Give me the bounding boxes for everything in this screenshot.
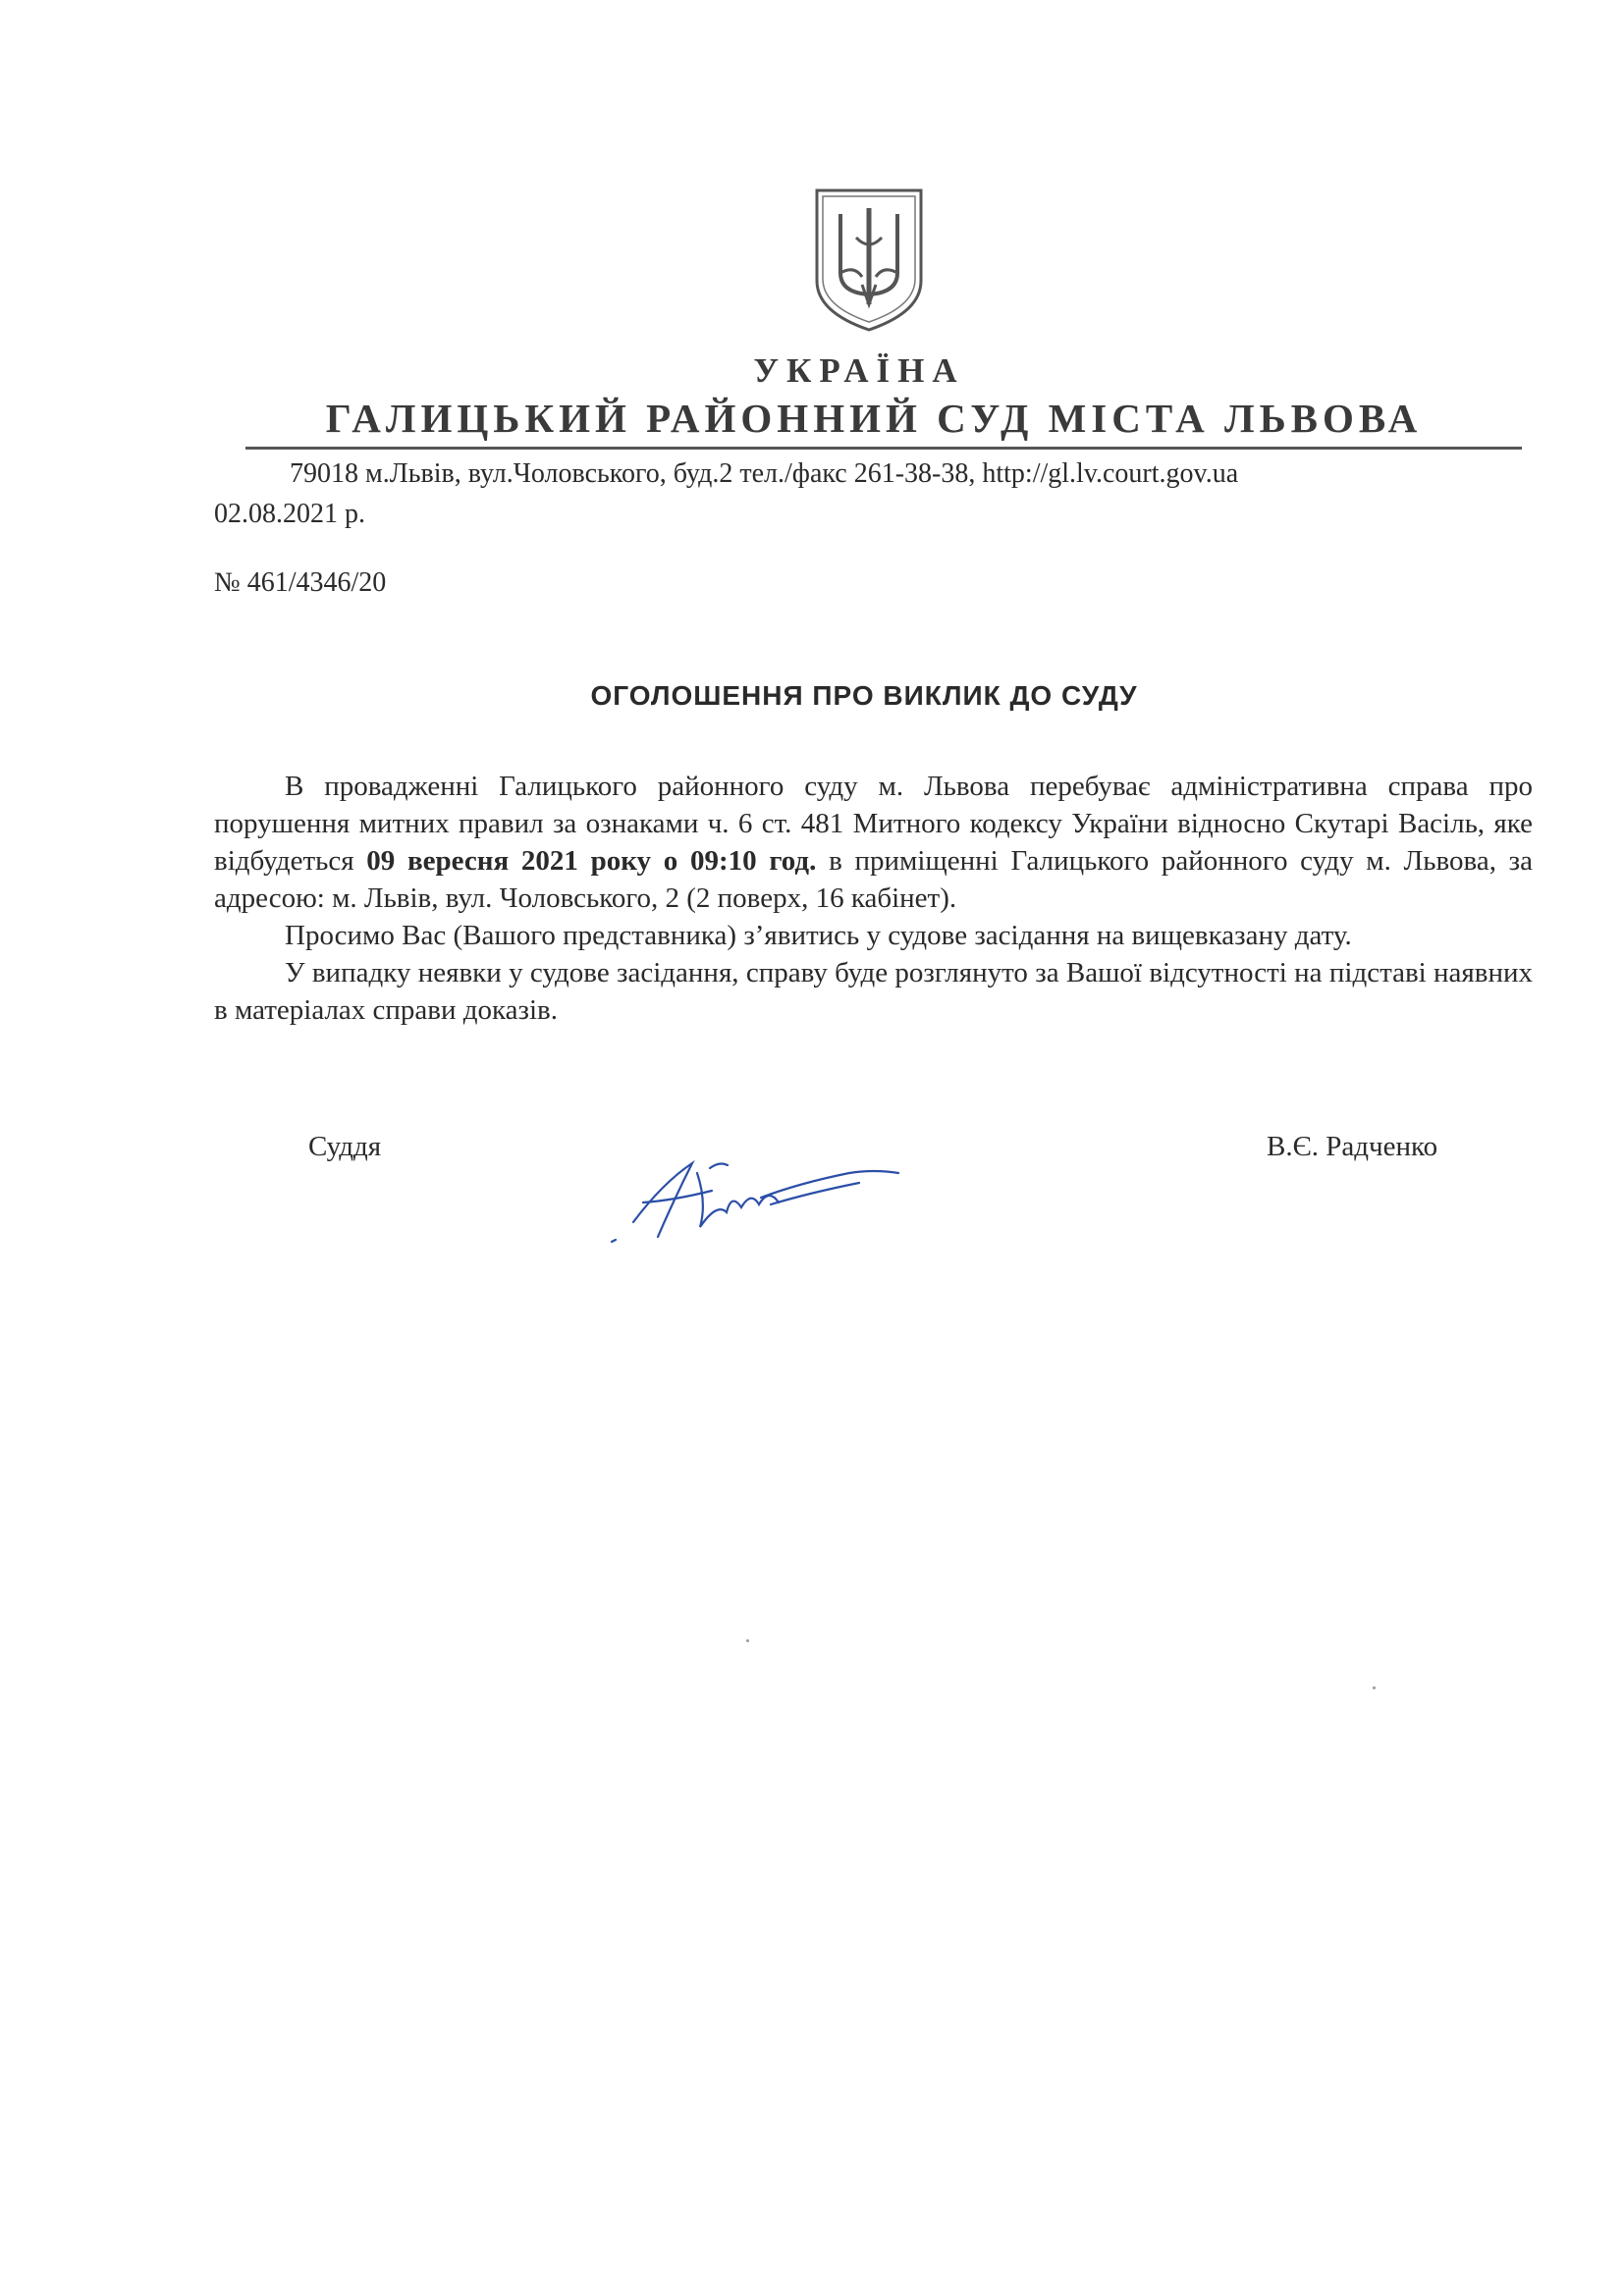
paragraph-1 [214, 768, 1533, 917]
scan-speck [1373, 1686, 1376, 1689]
case-number: № 461/4346/20 [214, 567, 387, 598]
judge-name: В.Є. Радченко [1267, 1131, 1438, 1162]
paragraph-1-start: В провадженні Галицького районного суду м. Львова перебуває адміністративна справа про порушення митних правил за ознаками ч. 6 ст. 481 Митного кодексу України відносно Скутарі Васіль, яке відбудеться [214, 771, 1533, 877]
paragraph-3: У випадку неявки у судове засідання, справу буде розглянуто за Вашої відсутності на підставі наявних в матеріалах справи доказів. [214, 957, 1533, 1026]
paragraph-1-end: в приміщенні Галицького районного суду м. Львова, за адресою: м. Львів, вул. Чоловського, 2 (2 поверх, 16 кабінет). [214, 845, 1533, 914]
document-body [214, 768, 1533, 1029]
document-title: ОГОЛОШЕННЯ ПРО ВИКЛИК ДО СУДУ [590, 680, 1138, 711]
header-divider [245, 447, 1522, 450]
document-date: 02.08.2021 р. [214, 499, 365, 529]
judge-role-label: Суддя [308, 1131, 382, 1162]
court-name: ГАЛИЦЬКИЙ РАЙОННИЙ СУД МІСТА ЛЬВОВА [325, 396, 1423, 441]
paragraph-2: Просимо Вас (Вашого представника) з’явитись у судове засідання на вищевказану дату. [285, 920, 1352, 951]
hearing-datetime: 09 вересня 2021 року о 09:10 год. [366, 845, 817, 877]
handwritten-signature [604, 1144, 918, 1252]
country-name: УКРАЇНА [753, 351, 965, 390]
court-address: 79018 м.Львів, вул.Чоловського, буд.2 тел./факс 261-38-38, http://gl.lv.court.gov.ua [290, 458, 1239, 489]
coat-of-arms-trident-icon [811, 187, 927, 334]
scan-speck [746, 1639, 749, 1642]
